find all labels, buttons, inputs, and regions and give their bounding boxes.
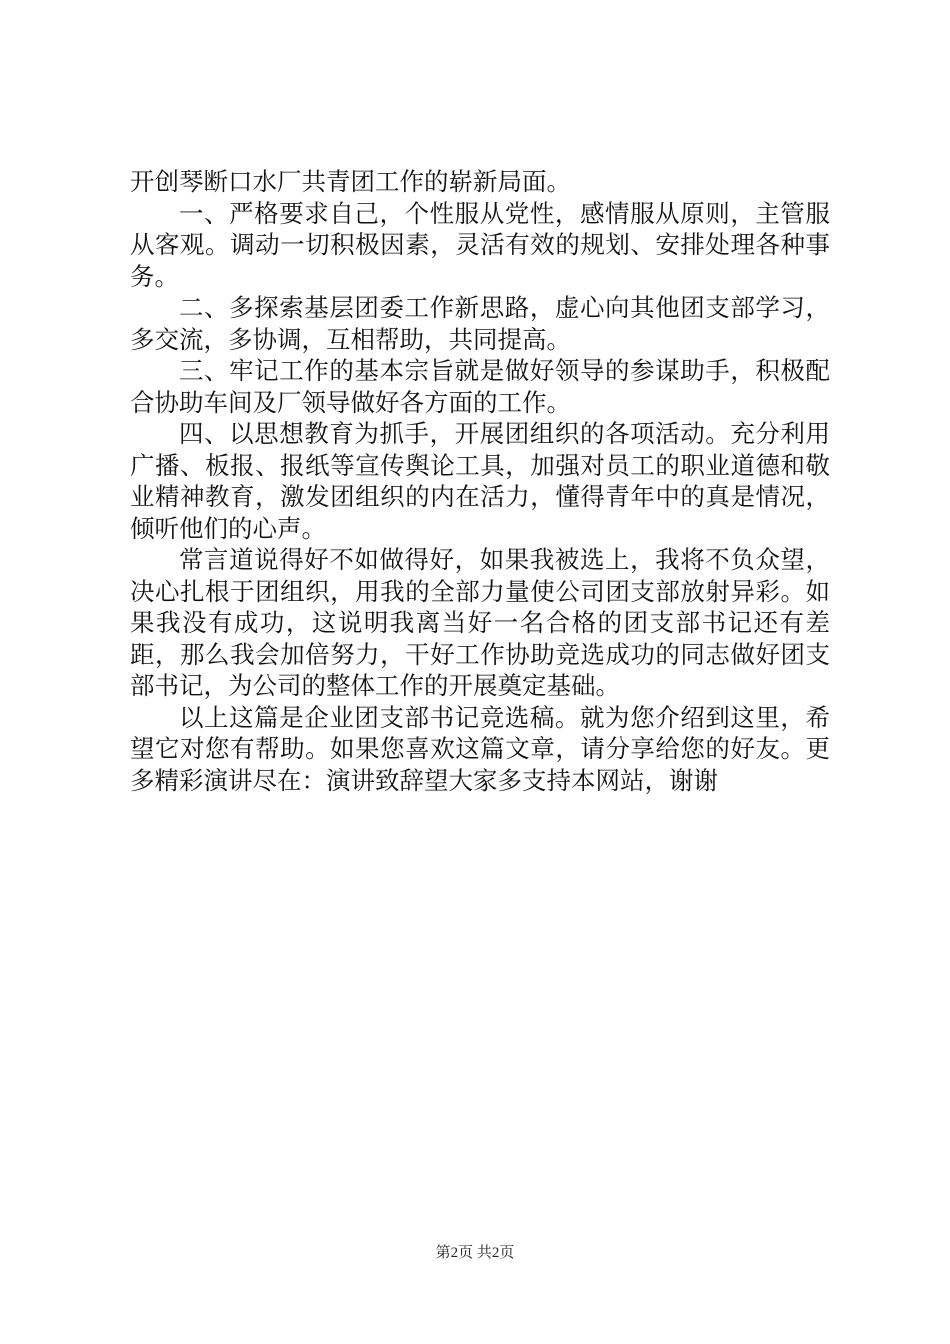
paragraph-closing: 常言道说得好不如做得好，如果我被选上，我将不负众望，决心扎根于团组织，用我的全部力量使公司团支部放射异彩。如果我没有成功，这说明我离当好一名合格的团支部书记还有差距，那么我会加倍努力，干好工作协助竞选成功的同志做好团支部书记，为公司的整体工作的开展奠定基础。: [130, 545, 830, 700]
paragraph-site-note: 以上这篇是企业团支部书记竞选稿。就为您介绍到这里，希望它对您有帮助。如果您喜欢这篇文章，请分享给您的好友。更多精彩演讲尽在：演讲致辞望大家多支持本网站，谢谢: [130, 702, 830, 795]
paragraph-item-four: 四、以思想教育为抓手，开展团组织的各项活动。充分利用广播、板报、报纸等宣传舆论工具，加强对员工的职业道德和敬业精神教育，激发团组织的内在活力，懂得青年中的真是情况，倾听他们的心声。: [130, 419, 830, 543]
document-body: [130, 166, 830, 796]
page-number-footer: 第2页 共2页: [435, 1245, 515, 1261]
paragraph-item-one: 一、严格要求自己，个性服从党性，感情服从原则，主管服从客观。调动一切积极因素，灵活有效的规划、安排处理各种事务。: [130, 198, 830, 291]
paragraph-continuation: 开创琴断口水厂共青团工作的崭新局面。: [130, 167, 571, 196]
paragraph-item-two: 二、多探索基层团委工作新思路，虚心向其他团支部学习，多交流，多协调，互相帮助，共同提高。: [130, 293, 830, 354]
paragraph-item-three: 三、牢记工作的基本宗旨就是做好领导的参谋助手，积极配合协助车间及厂领导做好各方面的工作。: [130, 356, 830, 417]
